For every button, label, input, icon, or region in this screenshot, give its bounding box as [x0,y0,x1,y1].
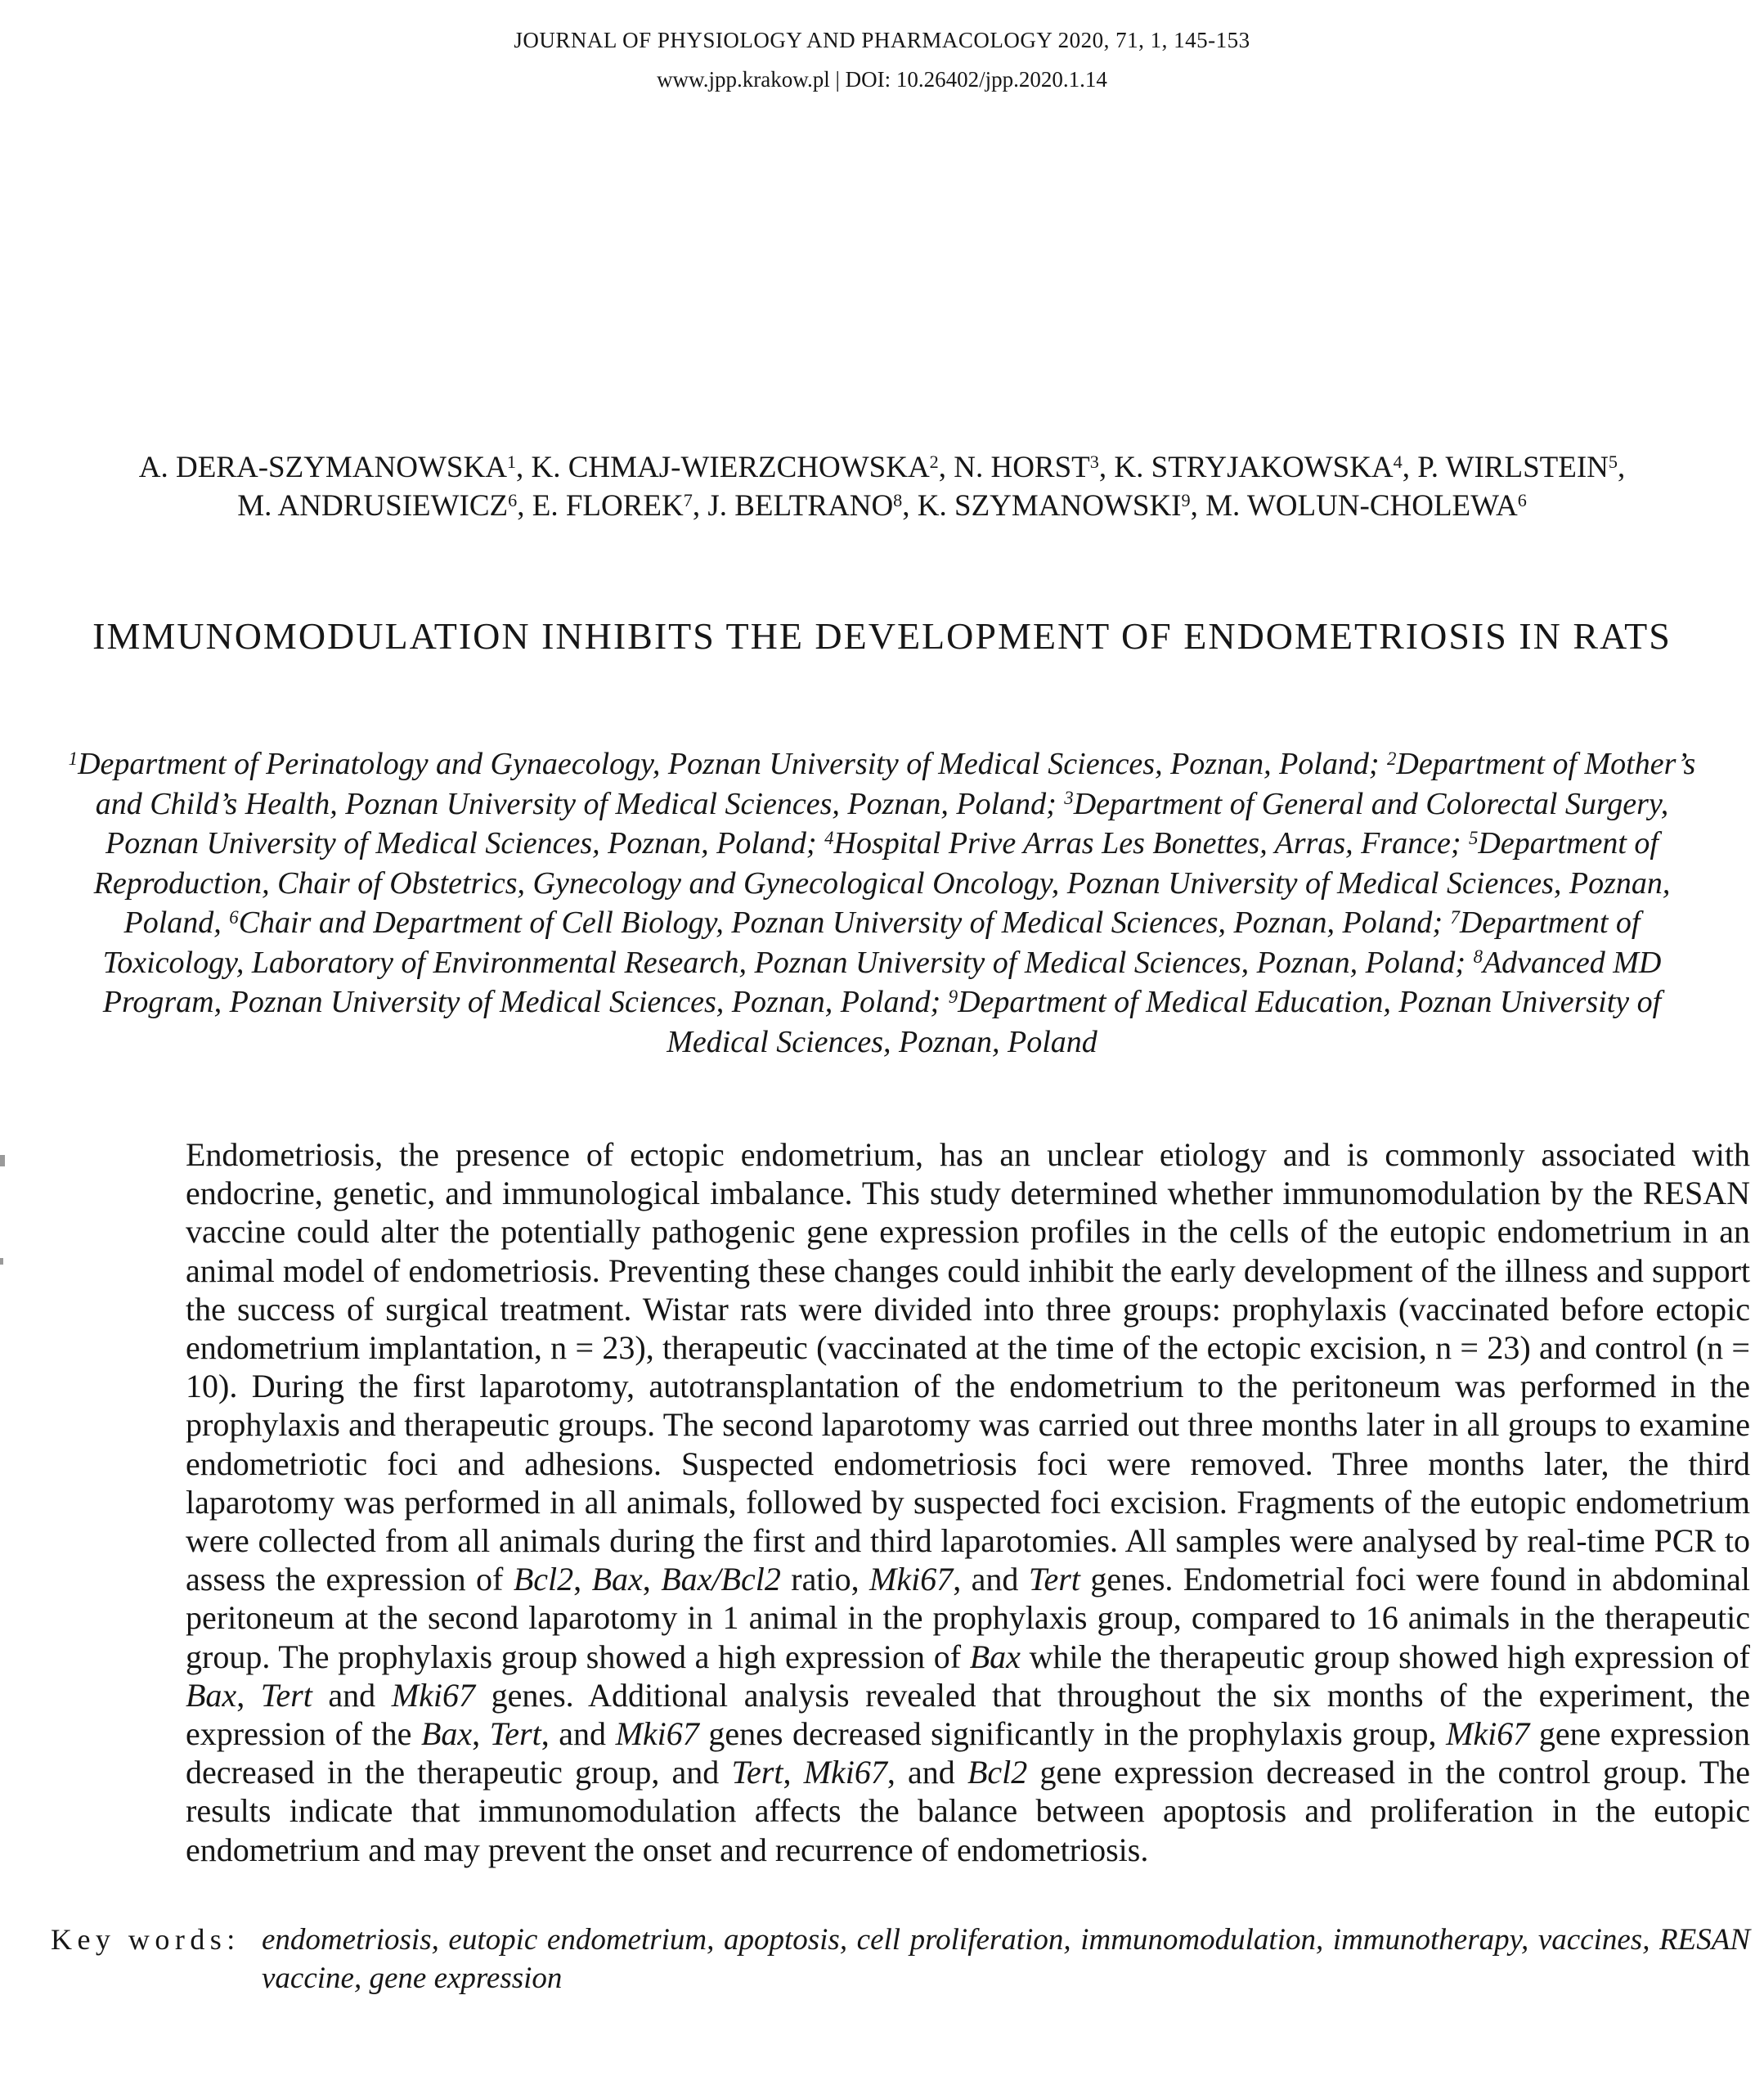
affiliations: $^1$Department of Perinatology and Gynaecology, Poznan University of Medical Sciences, Poznan, Poland; $^2$Department of Mother’s and Child’s Health, Poznan University of Medical Sciences, Poznan, Poland; $^3$Department of General and Colorectal Surgery, Poznan University of Medical Sciences, Poznan, Poland; $^4$Hospital Prive Arras Les Bonettes, Arras, France; $^5$Department of Reproduction, Chair of Obstetrics, Gynecology and Gynecological Oncology, Poznan University of Medical Sciences, Poznan, Poland, $^6$Chair and Department of Cell Biology, Poznan University of Medical Sciences, Poznan, Poland; $^7$Department of Toxicology, Laboratory of Environmental Research, Poznan University of Medical Sciences, Poznan, Poland; $^8$Advanced MD Program, Poznan University of Medical Sciences, Poznan, Poland; $^9$Department of Medical Education, Poznan University of Medical Sciences, Poznan, Poland [68,747,1696,1059]
journal-header [0,20,1764,98]
scan-artifact [0,1155,5,1166]
author-list [0,448,1764,525]
journal-title-line: JOURNAL OF PHYSIOLOGY AND PHARMACOLOGY 2020, 71, 1, 145-153 [514,28,1250,52]
author-line-2: M. ANDRUSIEWICZ$^6$, E. FLOREK$^7$, J. BELTRANO$^8$, K. SZYMANOWSKI$^9$, M. WOLUN-CHOLEWA$^6$ [237,489,1527,523]
keywords-text: endometriosis, eutopic endometrium, apoptosis, cell proliferation, immunomodulation, immunotherapy, vaccines, RESAN vaccine, gene expression [262,1923,1750,1995]
abstract-paragraph: Endometriosis, the presence of ectopic endometrium, has an unclear etiology and is commonly associated with endocrine, genetic, and immunological imbalance. This study determined whether immunomodulation by the RESAN vaccine could alter the potentially pathogenic gene expression profiles in the cells of the eutopic endometrium in an animal model of endometriosis. Preventing these changes could inhibit the early development of the illness and support the success of surgical treatment. Wistar rats were divided into three groups: prophylaxis (vaccinated before ectopic endometrium implantation, n = 23), therapeutic (vaccinated at the time of the ectopic excision, n = 23) and control (n = 10). During the first laparotomy, autotransplantation of the endometrium to the peritoneum was performed in the prophylaxis and therapeutic groups. The second laparotomy was carried out three months later in all groups to examine endometriotic foci and adhesions. Suspected endometriosis foci were removed. Three months later, the third laparotomy was performed in all animals, followed by suspected foci excision. Fragments of the eutopic endometrium were collected from all animals during the first and third laparotomies. All samples were analysed by real-time PCR to assess the expression of Bcl2, Bax, Bax/Bcl2 ratio, Mki67, and Tert genes. Endometrial foci were found in abdominal peritoneum at the second laparotomy in 1 animal in the prophylaxis group, compared to 16 animals in the therapeutic group. The prophylaxis group showed a high expression of Bax while the therapeutic group showed high expression of Bax, Tert and Mki67 genes. Additional analysis revealed that throughout the six months of the experiment, the expression of the Bax, Tert, and Mki67 genes decreased significantly in the prophylaxis group, Mki67 gene expression decreased in the therapeutic group, and Tert, Mki67, and Bcl2 gene expression decreased in the control group. The results indicate that immunomodulation affects the balance between apoptosis and proliferation in the eutopic endometrium and may prevent the onset and recurrence of endometriosis. [186,1136,1750,1868]
journal-doi-line: www.jpp.krakow.pl | DOI: 10.26402/jpp.2020.1.14 [657,67,1107,92]
scan-artifact [0,1258,3,1265]
keywords-section [51,1921,1750,1997]
paper-title: IMMUNOMODULATION INHIBITS THE DEVELOPMENT OF ENDOMETRIOSIS IN RATS [92,615,1672,657]
keywords-label: Key words: [51,1923,240,1956]
author-line-1: A. DERA-SZYMANOWSKA$^1$, K. CHMAJ-WIERZCHOWSKA$^2$, N. HORST$^3$, K. STRYJAKOWSKA$^4$, P. WIRLSTEIN$^5$, [138,451,1626,484]
